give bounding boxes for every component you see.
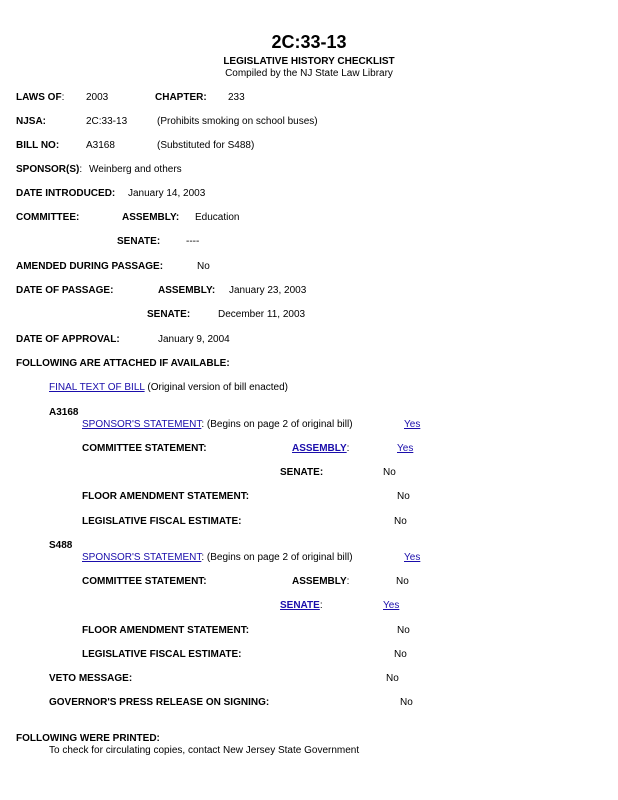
final-text-row xyxy=(49,382,288,393)
a3168-committee-label: COMMITTEE STATEMENT: xyxy=(82,443,207,454)
committee-assembly-value: Education xyxy=(195,212,240,223)
veto-value: No xyxy=(386,673,399,684)
a3168-sponsor-statement-link[interactable]: SPONSOR'S STATEMENT xyxy=(82,419,202,430)
committee-assembly-label: ASSEMBLY: xyxy=(122,212,180,223)
laws-of-label: LAWS OF xyxy=(16,92,62,103)
a3168-senate-label: SENATE: xyxy=(280,467,324,478)
a3168-floor-label: FLOOR AMENDMENT STATEMENT: xyxy=(82,491,250,502)
laws-of-row xyxy=(16,92,64,103)
s488-assembly-value: No xyxy=(396,576,409,587)
committee-senate-value: ---- xyxy=(186,236,200,247)
s488-fiscal-label: LEGISLATIVE FISCAL ESTIMATE: xyxy=(82,649,242,660)
bill-no-label: BILL NO: xyxy=(16,140,60,151)
a3168-fiscal-label: LEGISLATIVE FISCAL ESTIMATE: xyxy=(82,516,242,527)
a3168-assembly-link[interactable]: ASSEMBLY xyxy=(292,443,347,454)
sponsors-colon: : xyxy=(79,164,83,175)
veto-label: VETO MESSAGE: xyxy=(49,673,133,684)
passage-senate-label: SENATE: xyxy=(147,309,191,320)
s488-heading: S488 xyxy=(49,540,73,551)
a3168-senate-value: No xyxy=(383,467,396,478)
njsa-value: 2C:33-13 xyxy=(86,116,128,127)
a3168-sponsor-row xyxy=(82,419,353,430)
committee-senate-label: SENATE: xyxy=(117,236,161,247)
compiled-by: Compiled by the NJ State Law Library xyxy=(225,68,393,79)
amended-label: AMENDED DURING PASSAGE: xyxy=(16,261,164,272)
s488-assembly-colon: : xyxy=(346,576,350,587)
amended-value: No xyxy=(197,261,210,272)
njsa-label: NJSA: xyxy=(16,116,47,127)
s488-fiscal-value: No xyxy=(394,649,407,660)
laws-of-value: 2003 xyxy=(86,92,109,103)
approval-value: January 9, 2004 xyxy=(158,334,230,345)
s488-senate-colon: : xyxy=(319,600,323,611)
a3168-assembly-yes-link[interactable]: Yes xyxy=(397,443,414,454)
s488-floor-value: No xyxy=(397,625,410,636)
chapter-label: CHAPTER: xyxy=(155,92,207,103)
committee-label: COMMITTEE: xyxy=(16,212,80,223)
s488-sponsor-statement-link[interactable]: SPONSOR'S STATEMENT xyxy=(82,552,202,563)
chapter-value: 233 xyxy=(228,92,245,103)
s488-floor-label: FLOOR AMENDMENT STATEMENT: xyxy=(82,625,250,636)
printed-note: To check for circulating copies, contact New Jersey State Government xyxy=(49,745,360,756)
a3168-sponsor-yes-link[interactable]: Yes xyxy=(404,419,421,430)
press-release-label: GOVERNOR'S PRESS RELEASE ON SIGNING: xyxy=(49,697,270,708)
approval-label: DATE OF APPROVAL: xyxy=(16,334,120,345)
s488-sponsor-yes-link[interactable]: Yes xyxy=(404,552,421,563)
s488-sponsor-row xyxy=(82,552,353,563)
page-title: 2C:33-13 xyxy=(271,32,347,52)
a3168-floor-value: No xyxy=(397,491,410,502)
a3168-assembly-colon: : xyxy=(346,443,350,454)
s488-senate-row xyxy=(280,600,323,611)
s488-committee-label: COMMITTEE STATEMENT: xyxy=(82,576,207,587)
printed-heading: FOLLOWING WERE PRINTED: xyxy=(16,733,160,744)
s488-assembly-row xyxy=(292,576,349,587)
sponsors-label: SPONSOR(S) xyxy=(16,164,80,175)
sponsors-row xyxy=(16,164,82,175)
bill-no-note: (Substituted for S488) xyxy=(157,140,255,151)
page-subtitle: LEGISLATIVE HISTORY CHECKLIST xyxy=(223,56,395,67)
passage-senate-value: December 11, 2003 xyxy=(218,309,306,320)
final-text-note: (Original version of bill enacted) xyxy=(147,382,288,393)
laws-of-colon: : xyxy=(61,92,65,103)
passage-label: DATE OF PASSAGE: xyxy=(16,285,114,296)
sponsors-value: Weinberg and others xyxy=(89,164,182,175)
s488-assembly-label: ASSEMBLY xyxy=(292,576,347,587)
passage-assembly-value: January 23, 2003 xyxy=(229,285,307,296)
attached-heading: FOLLOWING ARE ATTACHED IF AVAILABLE: xyxy=(16,358,230,369)
a3168-heading: A3168 xyxy=(49,407,79,418)
press-release-value: No xyxy=(400,697,413,708)
s488-sponsor-note: : (Begins on page 2 of original bill) xyxy=(201,552,353,563)
s488-senate-yes-link[interactable]: Yes xyxy=(383,600,400,611)
date-introduced-value: January 14, 2003 xyxy=(128,188,206,199)
a3168-sponsor-note: : (Begins on page 2 of original bill) xyxy=(201,419,353,430)
bill-no-value: A3168 xyxy=(86,140,115,151)
njsa-description: (Prohibits smoking on school buses) xyxy=(157,116,318,127)
passage-assembly-label: ASSEMBLY: xyxy=(158,285,216,296)
final-text-link[interactable]: FINAL TEXT OF BILL xyxy=(49,382,145,393)
a3168-assembly-row xyxy=(292,443,349,454)
s488-senate-link[interactable]: SENATE xyxy=(280,600,320,611)
a3168-fiscal-value: No xyxy=(394,516,407,527)
date-introduced-label: DATE INTRODUCED: xyxy=(16,188,116,199)
